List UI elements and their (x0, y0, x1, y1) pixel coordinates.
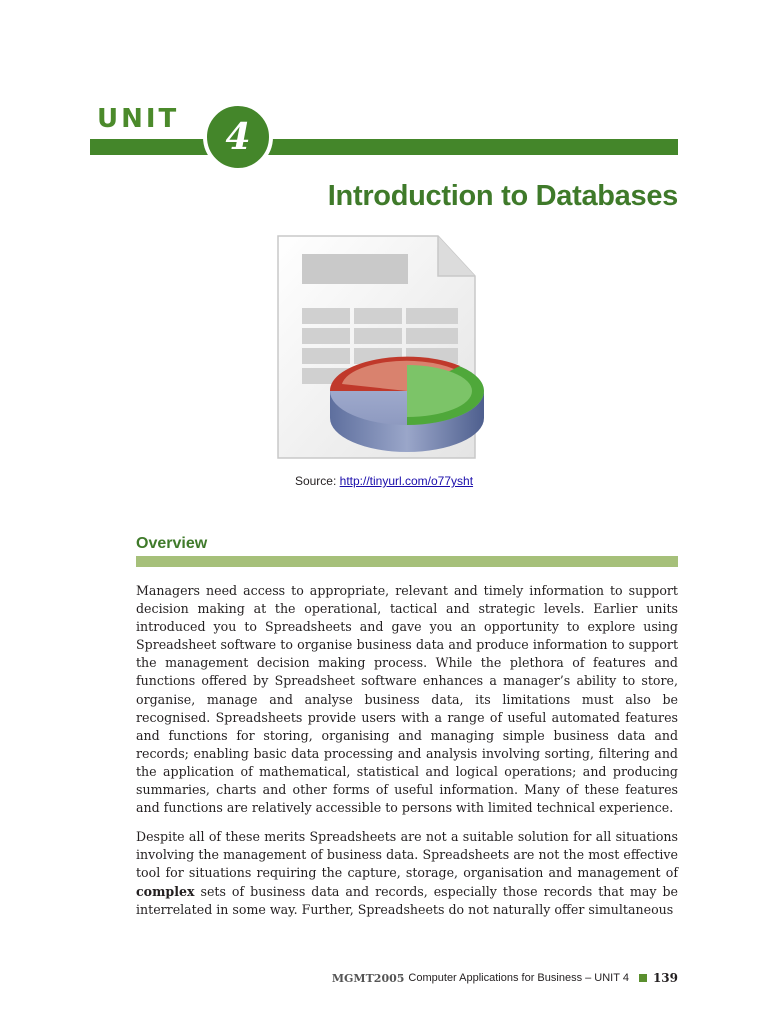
footer-square-icon (639, 974, 647, 982)
chapter-title: Introduction to Databases (327, 180, 678, 212)
overview-body (136, 582, 678, 930)
source-link[interactable]: http://tinyurl.com/o77ysht (339, 474, 474, 488)
spreadsheet-pie-chart-icon (270, 228, 490, 463)
unit-number: 4 (225, 116, 251, 158)
unit-banner-bar (90, 139, 678, 155)
unit-number-badge (203, 102, 273, 172)
unit-label: UNIT (97, 104, 180, 134)
paragraph-2-text-a: Despite all of these merits Spreadsheets are not a suitable solution for all situations involving the management of business data. Spreadsheets are not the most effective tool for situations requiring the capture, storage, organisation and management of (136, 829, 678, 881)
overview-paragraph-1: Managers need access to appropriate, relevant and timely information to support decision making at the operational, tactical and strategic levels. Earlier units introduced you to Spreadsheets and gave you an opportunity to explore using Spreadsheet software to organise business data and produce information to support the management decision making process. While the plethora of features and functions offered by Spreadsheet software enhances a manager’s ability to store, organise, manage and analyse business data, its limitations must also be recognised. Spreadsheets provide users with a range of useful automated features and functions for storing, organising and managing simple business data and records; enabling basic data processing and analysis involving sorting, filtering and the application of mathematical, statistical and logical operations; and producing summaries, charts and other forms of useful information. Many of these features and functions are relatively accessible to persons with limited technical experience. (136, 583, 678, 816)
page-number: 139 (652, 971, 678, 985)
overview-heading: Overview (136, 535, 208, 552)
figure-source (0, 474, 768, 488)
page-footer (332, 971, 678, 985)
footer-course-code: MGMT2005 (331, 971, 405, 985)
paragraph-2-text-b: sets of business data and records, especially those records that may be interrelated in some way. Further, Spreadsheets do not naturally offer simultaneous (136, 883, 678, 917)
footer-course-title: Computer Applications for Business – UNIT 4 (408, 972, 629, 984)
source-label: Source: (294, 474, 337, 488)
paragraph-2-emphasis: complex (136, 883, 195, 899)
overview-paragraph-2 (136, 828, 678, 918)
overview-rule (136, 556, 678, 567)
